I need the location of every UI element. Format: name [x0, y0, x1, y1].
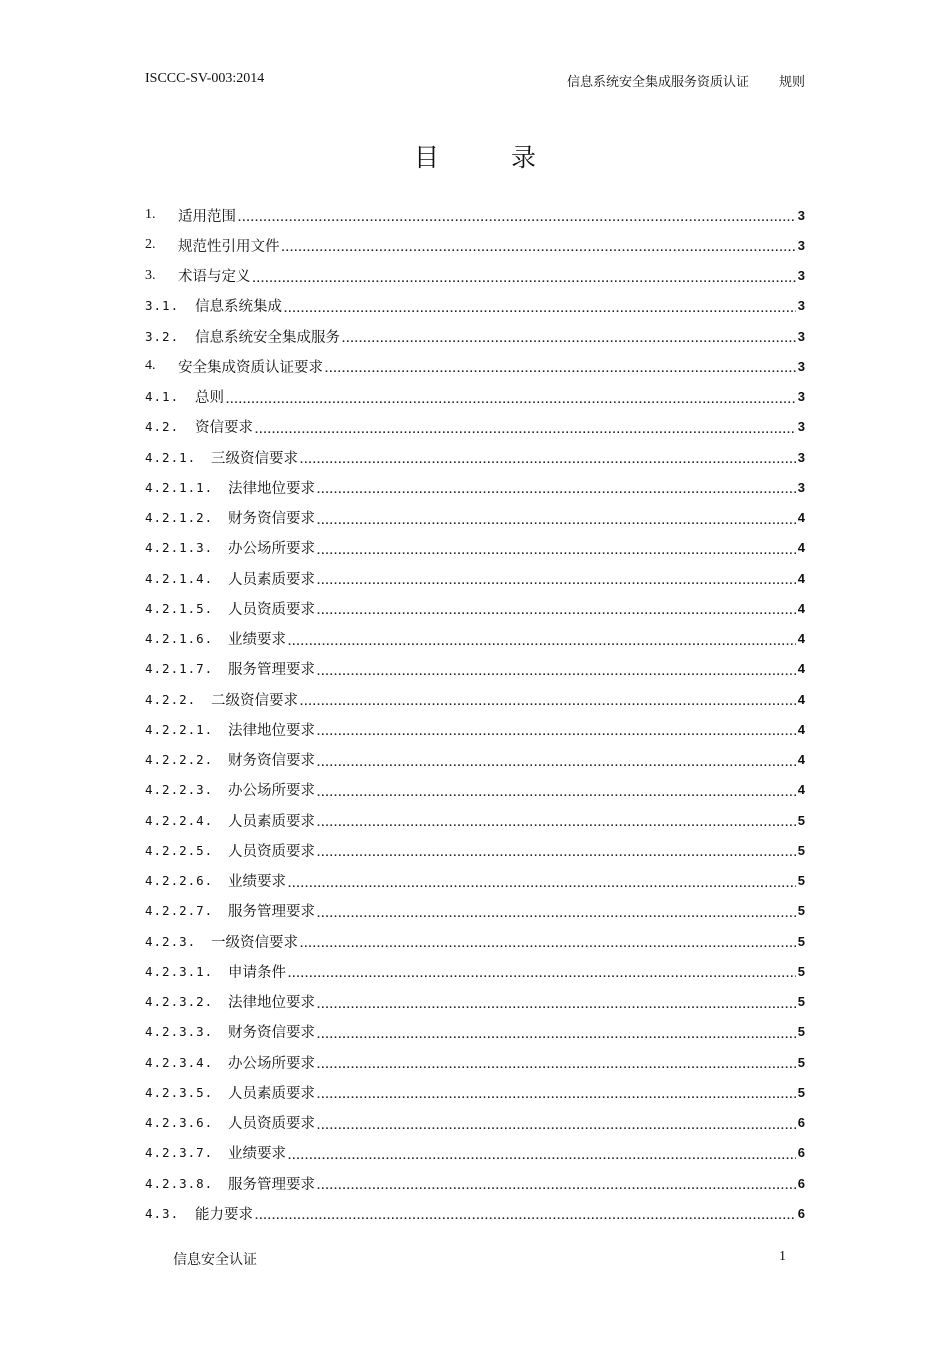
- toc-entry-title: 业绩要求: [228, 1146, 286, 1163]
- toc-dot-leader: [288, 1146, 796, 1160]
- toc-entry[interactable]: [145, 684, 805, 714]
- toc-entry-page: 4: [797, 631, 805, 647]
- toc-entry-page: 4: [797, 540, 805, 556]
- toc-entry[interactable]: [145, 321, 805, 351]
- toc-entry-title: 二级资信要求: [211, 692, 298, 709]
- toc-entry[interactable]: [145, 503, 805, 533]
- toc-entry-number: 4.3.: [145, 1205, 180, 1221]
- toc-entry-number: 2.: [145, 237, 156, 253]
- toc-entry[interactable]: [145, 412, 805, 442]
- toc-entry-number: 4.2.3.8.: [145, 1175, 214, 1191]
- toc-entry[interactable]: [145, 1138, 805, 1168]
- toc-entry-title: 信息系统安全集成服务: [195, 329, 340, 346]
- toc-entry-number: 4.2.3.3.: [145, 1024, 214, 1040]
- toc-dot-leader: [317, 480, 796, 494]
- toc-dot-leader: [255, 1206, 796, 1220]
- toc-dot-leader: [325, 359, 796, 373]
- toc-dot-leader: [300, 934, 796, 948]
- document-title: 信息系统安全集成服务资质认证: [566, 75, 749, 90]
- toc-entry-number: 4.2.1.2.: [145, 510, 214, 526]
- toc-entry-page: 5: [797, 842, 805, 858]
- toc-entry-number: 4.2.1.4.: [145, 570, 214, 586]
- toc-entry-title: 服务管理要求: [228, 662, 315, 679]
- toc-entry[interactable]: [145, 291, 805, 321]
- toc-dot-leader: [284, 299, 796, 313]
- toc-entry-number: 4.2.2.4.: [145, 812, 214, 828]
- toc-entry-title: 业绩要求: [228, 874, 286, 891]
- toc-entry[interactable]: [145, 533, 805, 563]
- toc-entry[interactable]: [145, 624, 805, 654]
- toc-entry-number: 4.2.2.7.: [145, 903, 214, 919]
- toc-entry-page: 5: [797, 1024, 805, 1040]
- toc-entry-page: 5: [797, 933, 805, 949]
- toc-entry-page: 4: [797, 782, 805, 798]
- toc-entry-number: 4.2.3.6.: [145, 1115, 214, 1131]
- toc-entry-title: 法律地位要求: [228, 722, 315, 739]
- toc-entry-page: 5: [797, 994, 805, 1010]
- toc-entry[interactable]: [145, 261, 805, 291]
- toc-entry-title: 服务管理要求: [228, 1176, 315, 1193]
- toc-entry-number: 4.2.3.5.: [145, 1084, 214, 1100]
- toc-entry-title: 信息系统集成: [195, 299, 282, 316]
- toc-entry-title: 法律地位要求: [228, 480, 315, 497]
- toc-dot-leader: [238, 208, 796, 222]
- toc-entry-page: 3: [797, 207, 805, 223]
- toc-dot-leader: [317, 1176, 796, 1190]
- toc-entry-title: 申请条件: [228, 964, 286, 981]
- toc-entry-page: 4: [797, 691, 805, 707]
- toc-entry-page: 5: [797, 812, 805, 828]
- toc-entry-title: 业绩要求: [228, 632, 286, 649]
- toc-dot-leader: [288, 874, 796, 888]
- toc-dot-leader: [317, 1116, 796, 1130]
- toc-dot-leader: [317, 571, 796, 585]
- toc-entry[interactable]: [145, 382, 805, 412]
- toc-entry-title: 规范性引用文件: [178, 238, 280, 255]
- toc-entry[interactable]: [145, 987, 805, 1017]
- toc-entry[interactable]: [145, 775, 805, 805]
- toc-entry-number: 4.2.3.: [145, 933, 197, 949]
- toc-entry-title: 办公场所要求: [228, 541, 315, 558]
- toc-entry[interactable]: [145, 956, 805, 986]
- toc-entry-title: 人员素质要求: [228, 571, 315, 588]
- toc-entry-title: 人员素质要求: [228, 1085, 315, 1102]
- toc-entry[interactable]: [145, 1168, 805, 1198]
- toc-entry-number: 4.2.1.5.: [145, 600, 214, 616]
- toc-entry-number: 1.: [145, 207, 156, 223]
- toc-entry[interactable]: [145, 1047, 805, 1077]
- toc-entry[interactable]: [145, 896, 805, 926]
- toc-entry-number: 4.2.1.: [145, 449, 197, 465]
- toc-entry-page: 4: [797, 721, 805, 737]
- document-code: ISCCC-SV-003:2014: [145, 71, 265, 86]
- toc-dot-leader: [317, 662, 796, 676]
- toc-title: 目 录: [414, 143, 568, 172]
- footer-organization: 信息安全认证: [173, 1252, 257, 1268]
- toc-entry-number: 4.1.: [145, 389, 180, 405]
- toc-entry-page: 3: [797, 298, 805, 314]
- toc-entry-number: 4.2.1.3.: [145, 540, 214, 556]
- toc-dot-leader: [317, 1055, 796, 1069]
- toc-dot-leader: [317, 722, 796, 736]
- toc-dot-leader: [317, 783, 796, 797]
- toc-entry-number: 3.: [145, 267, 156, 283]
- toc-entry[interactable]: [145, 1198, 805, 1228]
- toc-entry[interactable]: [145, 593, 805, 623]
- toc-entry-title: 安全集成资质认证要求: [178, 359, 323, 376]
- toc-entry-title: 人员素质要求: [228, 813, 315, 830]
- toc-entry[interactable]: [145, 1017, 805, 1047]
- toc-entry-title: 财务资信要求: [228, 753, 315, 770]
- toc-entry-page: 4: [797, 570, 805, 586]
- toc-entry-title: 财务资信要求: [228, 1025, 315, 1042]
- toc-dot-leader: [317, 843, 796, 857]
- toc-dot-leader: [226, 390, 796, 404]
- toc-dot-leader: [300, 692, 796, 706]
- toc-entry-number: 4.2.2.6.: [145, 873, 214, 889]
- toc-entry-page: 3: [797, 479, 805, 495]
- toc-entry[interactable]: [145, 563, 805, 593]
- toc-entry-title: 一级资信要求: [211, 934, 298, 951]
- toc-dot-leader: [317, 511, 796, 525]
- toc-dot-leader: [317, 904, 796, 918]
- toc-entry[interactable]: [145, 835, 805, 865]
- toc-entry-number: 4.2.1.7.: [145, 661, 214, 677]
- toc-dot-leader: [317, 995, 796, 1009]
- toc-dot-leader: [317, 1025, 796, 1039]
- toc-entry-page: 4: [797, 752, 805, 768]
- toc-entry-title: 法律地位要求: [228, 995, 315, 1012]
- toc-entry-page: 6: [797, 1145, 805, 1161]
- toc-entry-page: 5: [797, 963, 805, 979]
- toc-dot-leader: [300, 450, 796, 464]
- toc-entry-number: 4.2.1.1.: [145, 479, 214, 495]
- toc-entry-title: 人员资质要求: [228, 1116, 315, 1133]
- toc-entry-number: 4.2.2.5.: [145, 842, 214, 858]
- toc-entry-page: 6: [797, 1115, 805, 1131]
- toc-entry-title: 办公场所要求: [228, 783, 315, 800]
- toc-entry-title: 资信要求: [195, 420, 253, 437]
- toc-entry[interactable]: [145, 230, 805, 260]
- toc-entry[interactable]: [145, 442, 805, 472]
- toc-entry-number: 4.2.3.7.: [145, 1145, 214, 1161]
- toc-entry-title: 办公场所要求: [228, 1055, 315, 1072]
- toc-entry-number: 4.2.3.1.: [145, 963, 214, 979]
- toc-entry-page: 3: [797, 449, 805, 465]
- toc-dot-leader: [282, 238, 796, 252]
- toc-entry[interactable]: [145, 472, 805, 502]
- toc-dot-leader: [342, 329, 796, 343]
- footer-page-number: 1: [779, 1249, 786, 1264]
- document-type: 规则: [778, 75, 805, 90]
- toc-entry-title: 人员资质要求: [228, 843, 315, 860]
- toc-entry[interactable]: [145, 1108, 805, 1138]
- toc-entry-page: 3: [797, 328, 805, 344]
- toc-entry-page: 3: [797, 419, 805, 435]
- toc-entry-number: 3.1.: [145, 298, 180, 314]
- toc-dot-leader: [317, 813, 796, 827]
- toc-entry-title: 适用范围: [178, 208, 236, 225]
- toc-entry-title: 能力要求: [195, 1206, 253, 1223]
- toc-entry-number: 4.2.3.2.: [145, 994, 214, 1010]
- toc-dot-leader: [317, 753, 796, 767]
- toc-entry-title: 三级资信要求: [211, 450, 298, 467]
- toc-entry-number: 4.2.3.4.: [145, 1054, 214, 1070]
- running-header: [567, 71, 805, 90]
- toc-entry-number: 3.2.: [145, 328, 180, 344]
- toc-entry[interactable]: [145, 654, 805, 684]
- toc-entry-title: 总则: [195, 390, 224, 407]
- table-of-contents: [145, 200, 805, 1229]
- toc-entry-number: 4.2.2.1.: [145, 721, 214, 737]
- toc-entry-title: 服务管理要求: [228, 904, 315, 921]
- toc-entry-title: 财务资信要求: [228, 511, 315, 528]
- toc-entry-page: 6: [797, 1205, 805, 1221]
- toc-dot-leader: [317, 601, 796, 615]
- toc-entry-page: 4: [797, 600, 805, 616]
- toc-dot-leader: [253, 269, 796, 283]
- toc-entry[interactable]: [145, 1077, 805, 1107]
- toc-dot-leader: [317, 1085, 796, 1099]
- toc-entry[interactable]: [145, 714, 805, 744]
- toc-entry-page: 5: [797, 873, 805, 889]
- toc-dot-leader: [288, 964, 796, 978]
- toc-entry-page: 5: [797, 1084, 805, 1100]
- toc-entry-number: 4.2.2.: [145, 691, 197, 707]
- toc-entry[interactable]: [145, 866, 805, 896]
- toc-entry-number: 4.2.2.2.: [145, 752, 214, 768]
- toc-entry-page: 3: [797, 268, 805, 284]
- toc-entry[interactable]: [145, 805, 805, 835]
- toc-entry-number: 4.: [145, 358, 156, 374]
- toc-entry-page: 3: [797, 237, 805, 253]
- toc-dot-leader: [317, 541, 796, 555]
- toc-entry-number: 4.2.: [145, 419, 180, 435]
- toc-entry-page: 5: [797, 903, 805, 919]
- toc-entry[interactable]: [145, 200, 805, 230]
- toc-entry-page: 4: [797, 661, 805, 677]
- toc-entry-page: 6: [797, 1175, 805, 1191]
- toc-entry-page: 3: [797, 358, 805, 374]
- toc-dot-leader: [288, 632, 796, 646]
- toc-entry-title: 人员资质要求: [228, 601, 315, 618]
- toc-entry-page: 5: [797, 1054, 805, 1070]
- toc-entry[interactable]: [145, 926, 805, 956]
- toc-entry[interactable]: [145, 351, 805, 381]
- toc-entry[interactable]: [145, 745, 805, 775]
- toc-entry-page: 3: [797, 389, 805, 405]
- toc-entry-number: 4.2.1.6.: [145, 631, 214, 647]
- toc-dot-leader: [255, 420, 796, 434]
- toc-entry-number: 4.2.2.3.: [145, 782, 214, 798]
- toc-entry-title: 术语与定义: [178, 269, 251, 286]
- toc-entry-page: 4: [797, 510, 805, 526]
